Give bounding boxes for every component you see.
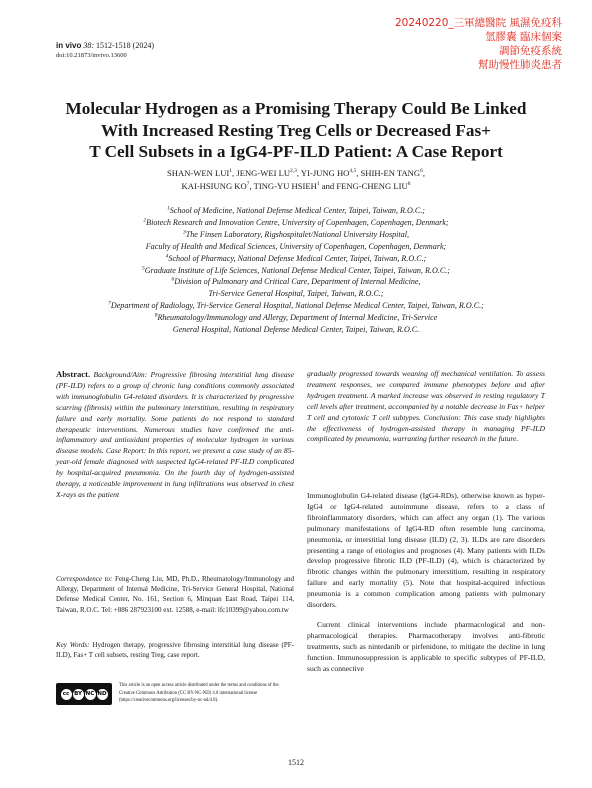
affiliation-number: 5 [142, 264, 145, 271]
body-text [307, 491, 545, 684]
affiliation-line [30, 229, 562, 241]
keywords-text: Hydrogen therapy, progressive fibrosing interstitial lung disease (PF-ILD), Fas+ T cell subsets, resting Treg, case report. [56, 641, 295, 660]
author-sup: 1 [316, 181, 320, 188]
affiliation-line [30, 217, 562, 229]
abstract [56, 369, 294, 501]
body-paragraph: Current clinical interventions include pharmacological and non-pharmacological therapies. Pharmacotherapy involves anti-fibrotic treatments, such as nintedanib or pirfenidone, to mitigate the decline in lung function. Immunosuppression is applicable to specific subtypes of PF-ILD, such as connective [307, 619, 545, 673]
affiliation-text: School of Medicine, National Defense Medical Center, Taipei, Taiwan, R.O.C.; [169, 206, 425, 215]
affiliation-number: 1 [167, 205, 170, 212]
author-sup: 8 [407, 181, 411, 188]
correspondence [56, 574, 294, 615]
journal-citation [56, 40, 154, 51]
keywords-label: Key Words: [56, 641, 90, 649]
cc-license-badge [56, 683, 112, 705]
author-name: and FENG-CHENG LIU [319, 181, 408, 191]
correspondence-label: Correspondence to: [56, 575, 113, 583]
title-line: With Increased Resting Treg Cells or Decreased Fas+ [101, 120, 491, 140]
affiliation-line [30, 276, 562, 288]
affiliation-text: School of Pharmacy, National Defense Medical Center, Taipei, Taiwan, R.O.C.; [168, 253, 427, 263]
stamp-line: 氫膠囊 臨床個案 [485, 31, 562, 43]
author-sup: 1 [229, 168, 233, 175]
page-number: 1512 [288, 758, 304, 767]
author-name: , SHIH-EN TANG [356, 168, 421, 178]
author-name: , JENG-WEI LU [232, 168, 291, 178]
affiliation-number: 6 [171, 276, 175, 283]
title-line: T Cell Subsets in a IgG4-PF-ILD Patient: A Case Report [89, 142, 503, 161]
author-sup: 7 [246, 181, 250, 188]
affiliation-text: The Finsen Laboratory, Rigshospitalet/National University Hospital, [185, 229, 409, 239]
abstract-label: Abstract. [56, 369, 91, 379]
affiliation-number: 3 [182, 229, 186, 236]
affiliation-text: Division of Pulmonary and Critical Care, Department of Internal Medicine, [174, 277, 421, 287]
affiliation-number: 4 [165, 252, 169, 259]
title-line: Molecular Hydrogen as a Promising Therapy Could Be Linked [65, 99, 527, 118]
author-name: SHAN-WEN LUI [167, 168, 230, 178]
author-name: , [422, 168, 425, 178]
stamp-line: 幫助慢性肺炎患者 [478, 59, 562, 71]
affiliation-line [30, 300, 562, 312]
author-name: , YI-JUNG HO [296, 168, 350, 178]
affiliation-text: Biotech Research and Innovation Centre, University of Copenhagen, Copenhagen, Denmark; [146, 217, 449, 227]
affiliation-line [30, 288, 562, 300]
author-sup: 4,5 [349, 168, 357, 175]
affiliation-text: Department of Radiology, Tri-Service General Hospital, National Defense Medical Center, Taipei, Taiwan, R.O.C.; [110, 301, 484, 311]
stamp-line: 調節免疫系統 [499, 45, 562, 57]
affiliation-number: 2 [143, 217, 147, 224]
author-line [40, 167, 552, 180]
author-list [40, 167, 552, 193]
by-icon: BY [73, 689, 84, 700]
paper-title [40, 98, 552, 163]
affiliation-line [30, 324, 562, 336]
author-sup: 2,3 [290, 168, 297, 175]
affiliation-text: Faculty of Health and Medical Sciences, University of Copenhagen, Copenhagen, Denmark; [145, 241, 447, 251]
stamp-line: 20240220_三軍總醫院 風濕免疫科 [394, 17, 562, 29]
affiliation-number: 8 [154, 312, 158, 319]
affiliation-line [30, 205, 562, 217]
abstract-continued: gradually progressed towards weaning off mechanical ventilation. To assess treatment responses, we compared immune phenotypes before and after hydrogen treatment. A marked increase was observed in resting regulatory T cell levels after treatment, accompanied by a notable decrease in Fas+ helper T cell and cytotoxic T cell subtypes. Conclusion: This case study highlights the effectiveness of hydrogen-assisted therapy in managing PF-ILD complicated by pneumonia, warranting further research in the future. [307, 369, 545, 444]
abstract-text: Background/Aim: Progressive fibrosing interstitial lung disease (PF-ILD) refers to a group of chronic lung conditions commonly associated with immunoglobulin G4-related disorders. It is characterized by progressive scarring (fibrosis) within the pulmonary interstitium, resulting in respiratory failure and early mortality. Some patients do not respond to standard therapeutic interventions. Numerous studies have confirmed the anti-inflammatory and antioxidant properties of molecular hydrogen in various disease models. Case Report: In this report, we present a case study of an 85-year-old female diagnosed with suspected IgG4-related PF-ILD complicated by hospital-acquired pneumonia. On the fourth day of hydrogen-assisted therapy, a noticeable improvement in lung infiltrations was observed in chest X-rays as the patient [56, 370, 294, 499]
affiliation-text: Rheumatology/Immunology and Allergy, Department of Internal Medicine, Tri-Service [157, 313, 438, 323]
author-line [40, 180, 552, 193]
journal-pages: 1512-1518 (2024) [96, 41, 155, 50]
journal-name: in vivo [56, 41, 82, 50]
affiliation-line [30, 241, 562, 253]
body-paragraph: Immunoglobulin G4-related disease (IgG4-RDs), otherwise known as hyper-IgG4 or IgG4-related autoimmune disease, refers to a class of fibroinflammatory disorders, which can affect any organ (1). The various pulmonary manifestations of IgG4-RD often resemble lung carcinoma, pneumonia, or interstitial lung disease (ILD) (2, 3). ILDs are rare disorders presenting a range of etiologies and prognoses (4). Many patients with ILDs develop progressive fibrotic ILD (PF-ILD) (4), which is characterized by fibrotic changes within the pulmonary interstitium, resulting in respiratory failure and early mortality (5). Note that hospital-acquired infectious pneumonia is a common complication among patients with pulmonary disorders. [307, 491, 545, 610]
affiliation-text: Graduate Institute of Life Sciences, National Defense Medical Center, Taipei, Taiwan, R.O.C.; [144, 265, 450, 275]
author-name: , TING-YU HSIEH [249, 181, 317, 191]
author-sup: 6 [420, 168, 423, 175]
affiliation-number: 7 [108, 300, 111, 307]
doi: doi:10.21873/invivo.13600 [56, 52, 127, 59]
affiliation-text: General Hospital, National Defense Medical Center, Taipei, Taiwan, R.O.C. [172, 325, 420, 335]
affiliation-text: Tri-Service General Hospital, Taipei, Taiwan, R.O.C.; [208, 289, 384, 299]
nd-icon: ND [97, 689, 108, 700]
keywords [56, 640, 294, 660]
cc-icon: cc [61, 689, 72, 700]
stamp-annotation [352, 16, 562, 72]
affiliation-line [30, 265, 562, 277]
correspondence-text: Feng-Cheng Liu, MD, Ph.D., Rheumatology/Immunology and Allergy, Department of Internal Medicine, Tri-Service General Hospital, National Defense Medical Center, No. 161, Section 6, Minquan East Road, Taipei 114, Taiwan, R.O.C. Tel: +886 287923100 ext. 12588, e-mail: lfc10399@yahoo.com.tw [56, 575, 295, 614]
affiliation-line [30, 312, 562, 324]
affiliations [30, 205, 562, 336]
license-text: This article is an open access article distributed under the terms and conditions of the Creative Commons Attribution (CC BY-NC-ND) 4.0 international license (https://creativecommons.org/licenses/by-nc-nd/4.0). [119, 683, 279, 704]
nc-icon: NC [85, 689, 96, 700]
affiliation-line [30, 253, 562, 265]
author-name: KAI-HSIUNG KO [181, 181, 247, 191]
journal-volume: 38: [83, 41, 95, 50]
